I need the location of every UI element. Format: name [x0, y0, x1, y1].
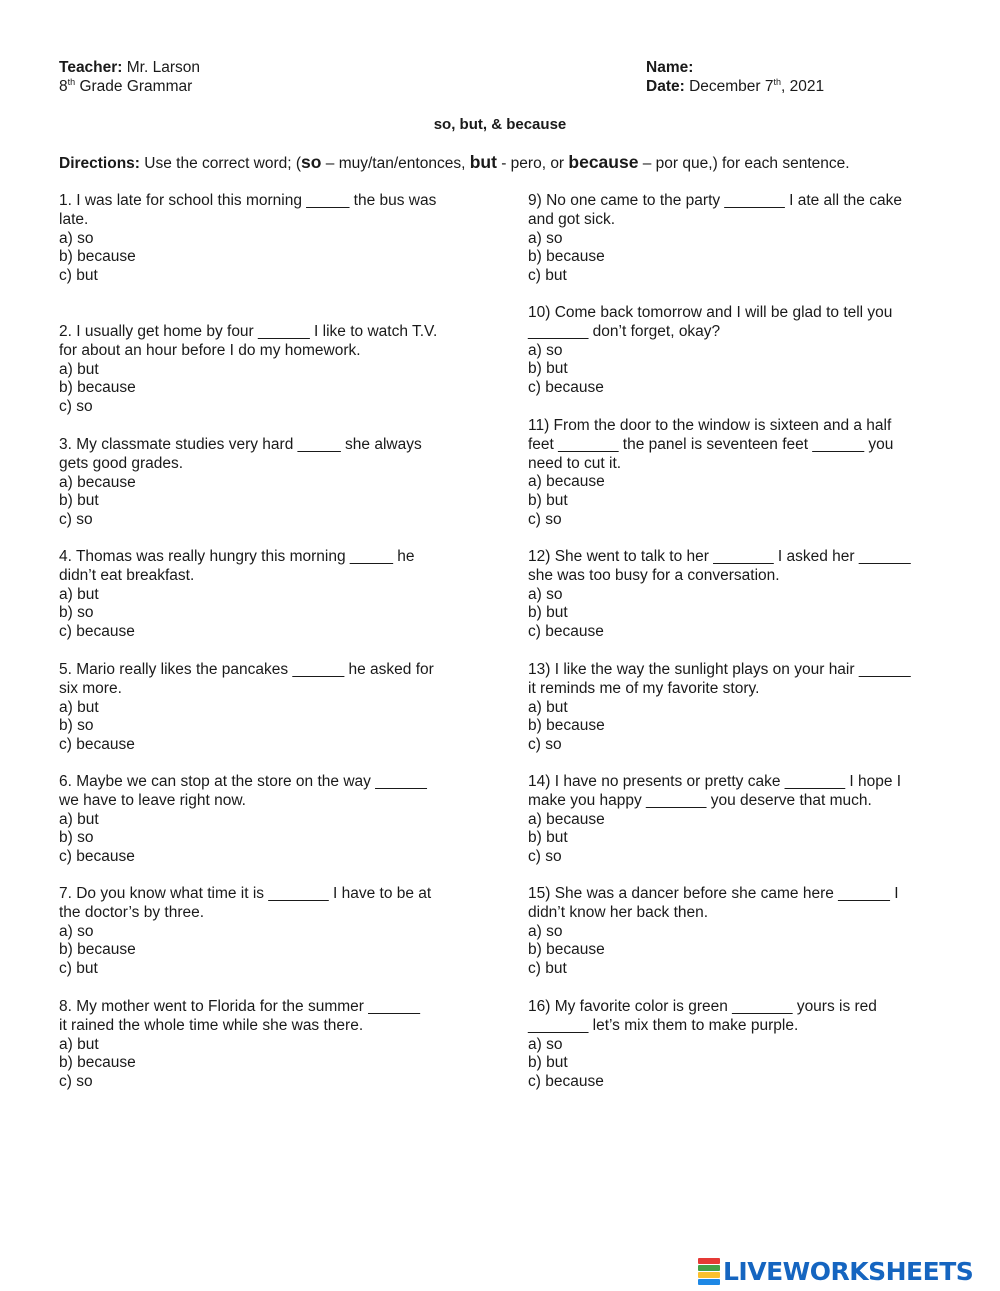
- answer-option[interactable]: c) because: [59, 623, 135, 641]
- answer-option[interactable]: a) but: [59, 698, 99, 716]
- liveworksheets-logo: [698, 1256, 973, 1286]
- question-text: 6. Maybe we can stop at the store on the way ______: [59, 773, 427, 790]
- answer-option[interactable]: b) because: [59, 1054, 136, 1072]
- answer-option[interactable]: b) but: [528, 604, 568, 622]
- answer-option[interactable]: a) so: [528, 585, 563, 603]
- question-15: [528, 885, 943, 979]
- answer-option[interactable]: a) but: [59, 360, 99, 378]
- question-4: [59, 548, 474, 642]
- question-text: it rained the whole time while she was there.: [59, 1016, 364, 1034]
- question-text: 5. Mario really likes the pancakes ______ he asked for: [59, 661, 434, 678]
- answer-option[interactable]: b) because: [59, 379, 136, 397]
- answer-option[interactable]: a) so: [528, 229, 563, 247]
- answer-option[interactable]: b) so: [59, 604, 94, 622]
- answer-option[interactable]: a) but: [59, 810, 99, 828]
- directions: Directions: Use the correct word; (so – muy/tan/entonces, but - pero, or because – por que,) for each sentence.: [59, 152, 850, 172]
- question-text: 8. My mother went to Florida for the summer ______: [59, 998, 420, 1015]
- answer-option[interactable]: c) but: [59, 960, 98, 978]
- grade-line: 8th Grade Grammar: [59, 76, 193, 95]
- answer-option[interactable]: c) because: [528, 1073, 604, 1091]
- answer-option[interactable]: a) but: [528, 698, 568, 716]
- question-text: gets good grades.: [59, 454, 184, 472]
- answer-option[interactable]: c) so: [528, 510, 562, 528]
- question-text: for about an hour before I do my homework.: [59, 341, 361, 359]
- question-6: [59, 773, 474, 867]
- answer-option[interactable]: a) so: [59, 229, 94, 247]
- answer-option[interactable]: c) but: [528, 267, 567, 285]
- question-text: 9) No one came to the party _______ I ate all the cake: [528, 192, 902, 209]
- answer-option[interactable]: b) but: [528, 829, 568, 847]
- question-text: the doctor’s by three.: [59, 903, 205, 921]
- question-7: [59, 885, 474, 979]
- answer-option[interactable]: b) because: [528, 717, 605, 735]
- question-text: 3. My classmate studies very hard _____ she always: [59, 436, 422, 453]
- question-text: six more.: [59, 679, 122, 697]
- answer-option[interactable]: b) because: [59, 941, 136, 959]
- question-text: late.: [59, 210, 89, 228]
- question-text: 1. I was late for school this morning _____ the bus was: [59, 192, 437, 209]
- answer-option[interactable]: c) so: [59, 398, 93, 416]
- question-text: 2. I usually get home by four ______ I like to watch T.V.: [59, 323, 438, 340]
- answer-option[interactable]: a) so: [59, 922, 94, 940]
- question-text: 12) She went to talk to her _______ I asked her ______: [528, 548, 911, 565]
- logo-text: LIVEWORKSHEETS: [723, 1256, 974, 1286]
- question-8: [59, 998, 474, 1092]
- answer-option[interactable]: b) but: [528, 1054, 568, 1072]
- answer-option[interactable]: c) so: [59, 1073, 93, 1091]
- answer-option[interactable]: a) so: [528, 341, 563, 359]
- question-1: [59, 192, 474, 286]
- question-11: [528, 417, 943, 530]
- date-line: Date: December 7th, 2021: [646, 76, 825, 95]
- answer-option[interactable]: c) because: [59, 848, 135, 866]
- teacher-value: Mr. Larson: [122, 59, 200, 76]
- answer-option[interactable]: c) so: [528, 736, 562, 754]
- question-12: [528, 548, 943, 642]
- answer-option[interactable]: c) so: [59, 511, 93, 529]
- question-text: make you happy _______ you deserve that much.: [528, 791, 872, 809]
- question-text: didn’t know her back then.: [528, 903, 709, 921]
- question-10: [528, 304, 943, 398]
- answer-option[interactable]: b) so: [59, 717, 94, 735]
- question-text: 15) She was a dancer before she came here ______ I: [528, 885, 899, 902]
- answer-option[interactable]: b) but: [59, 492, 99, 510]
- question-text: 10) Come back tomorrow and I will be glad to tell you: [528, 304, 893, 321]
- question-2: [59, 323, 474, 417]
- answer-option[interactable]: a) but: [59, 1035, 99, 1053]
- answer-option[interactable]: c) but: [59, 267, 98, 285]
- answer-option[interactable]: a) so: [528, 1035, 563, 1053]
- question-text: need to cut it.: [528, 454, 622, 472]
- answer-option[interactable]: c) because: [59, 736, 135, 754]
- answer-option[interactable]: a) so: [528, 922, 563, 940]
- answer-option[interactable]: c) because: [528, 379, 604, 397]
- question-text: 13) I like the way the sunlight plays on your hair ______: [528, 661, 911, 678]
- answer-option[interactable]: c) so: [528, 848, 562, 866]
- question-16: [528, 998, 943, 1092]
- answer-option[interactable]: a) but: [59, 585, 99, 603]
- question-text: 11) From the door to the window is sixteen and a half: [528, 417, 892, 434]
- answer-option[interactable]: a) because: [528, 810, 605, 828]
- question-text: we have to leave right now.: [59, 791, 246, 809]
- answer-option[interactable]: c) but: [528, 960, 567, 978]
- date-label: Date:: [646, 78, 685, 95]
- question-text: _______ don’t forget, okay?: [528, 322, 721, 340]
- question-text: 7. Do you know what time it is _______ I have to be at: [59, 885, 432, 902]
- question-14: [528, 773, 943, 867]
- question-text: didn’t eat breakfast.: [59, 566, 195, 584]
- answer-option[interactable]: b) because: [59, 248, 136, 266]
- answer-option[interactable]: b) because: [528, 941, 605, 959]
- question-text: _______ let’s mix them to make purple.: [528, 1016, 799, 1034]
- teacher-label: Teacher:: [59, 59, 123, 76]
- answer-option[interactable]: b) but: [528, 360, 568, 378]
- question-text: and got sick.: [528, 210, 616, 228]
- question-text: 14) I have no presents or pretty cake _______ I hope I: [528, 773, 902, 790]
- question-text: feet _______ the panel is seventeen feet ______ you: [528, 435, 894, 453]
- answer-option[interactable]: b) but: [528, 492, 568, 510]
- answer-option[interactable]: b) because: [528, 248, 605, 266]
- answer-option[interactable]: b) so: [59, 829, 94, 847]
- name-label: Name:: [646, 59, 694, 76]
- question-13: [528, 661, 943, 755]
- answer-option[interactable]: a) because: [528, 473, 605, 491]
- question-3: [59, 436, 474, 530]
- answer-option[interactable]: a) because: [59, 473, 136, 491]
- answer-option[interactable]: c) because: [528, 623, 604, 641]
- student-info: [646, 58, 824, 96]
- question-text: it reminds me of my favorite story.: [528, 679, 760, 697]
- question-text: 16) My favorite color is green _______ yours is red: [528, 998, 877, 1015]
- question-5: [59, 661, 474, 755]
- logo-icon: [698, 1258, 720, 1285]
- question-text: 4. Thomas was really hungry this morning _____ he: [59, 548, 415, 565]
- question-9: [528, 192, 943, 286]
- teacher-info: [59, 58, 200, 96]
- question-text: she was too busy for a conversation.: [528, 566, 780, 584]
- worksheet-title: so, but, & because: [433, 116, 567, 133]
